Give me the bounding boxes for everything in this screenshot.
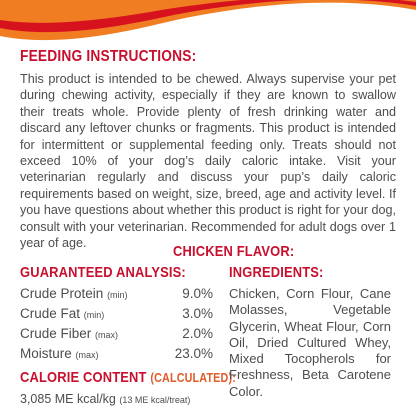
calorie-per-treat: (13 ME kcal/treat) (119, 395, 191, 405)
ingredients-text: Chicken, Corn Flour, Cane Molasses, Vegetable Glycerin, Wheat Flour, Corn Oil, Dried Cultured Whey, Mixed Tocopherols for Freshness, Beta Carotene Color. (229, 286, 391, 399)
feeding-instructions-text: This product is intended to be chewed. Always supervise your pet during chewing activity, especially if they are known to swallow their treats whole. Provide plenty of fresh drinking water and discard any leftover chunks or fragments. This product is intended for intermittent or supplemental feeding only. Treats should not exceed 10% of your dog’s daily caloric intake. Visit your veterinarian regularly and discuss your pup’s daily caloric requirements based on weight, size, breed, age and activity level. If you have questions about whether this product is right for your dog, consult with your veterinarian. Recommended for adult dogs over 1 year of age. (20, 72, 396, 251)
analysis-qualifier: (max) (75, 350, 99, 360)
flavor-heading: CHICKEN FLAVOR: (173, 243, 295, 260)
analysis-row (20, 286, 213, 306)
analysis-value: 3.0% (182, 306, 213, 321)
analysis-qualifier: (max) (95, 330, 119, 340)
analysis-label: Crude Fiber (20, 326, 92, 341)
analysis-row (20, 326, 213, 346)
guaranteed-analysis-heading: GUARANTEED ANALYSIS: (20, 264, 186, 281)
analysis-row (20, 306, 213, 326)
analysis-qualifier: (min) (107, 290, 128, 300)
header-wave-decoration (0, 0, 416, 50)
calorie-content-value (20, 392, 190, 406)
analysis-value: 9.0% (182, 286, 213, 301)
calorie-qualifier: (CALCULATED): (150, 371, 236, 385)
analysis-row (20, 346, 213, 366)
analysis-label: Crude Fat (20, 306, 81, 321)
analysis-value: 2.0% (182, 326, 213, 341)
analysis-qualifier: (min) (83, 310, 105, 320)
analysis-value: 23.0% (174, 346, 213, 361)
analysis-label: Crude Protein (20, 286, 104, 301)
calorie-content-heading (20, 369, 236, 386)
feeding-instructions-heading: FEEDING INSTRUCTIONS: (20, 48, 197, 65)
analysis-label: Moisture (20, 346, 72, 361)
guaranteed-analysis-table (20, 286, 213, 366)
calorie-per-kg: 3,085 ME kcal/kg (20, 392, 116, 406)
ingredients-heading: INGREDIENTS: (229, 264, 324, 281)
calorie-heading-label: CALORIE CONTENT (20, 369, 147, 386)
